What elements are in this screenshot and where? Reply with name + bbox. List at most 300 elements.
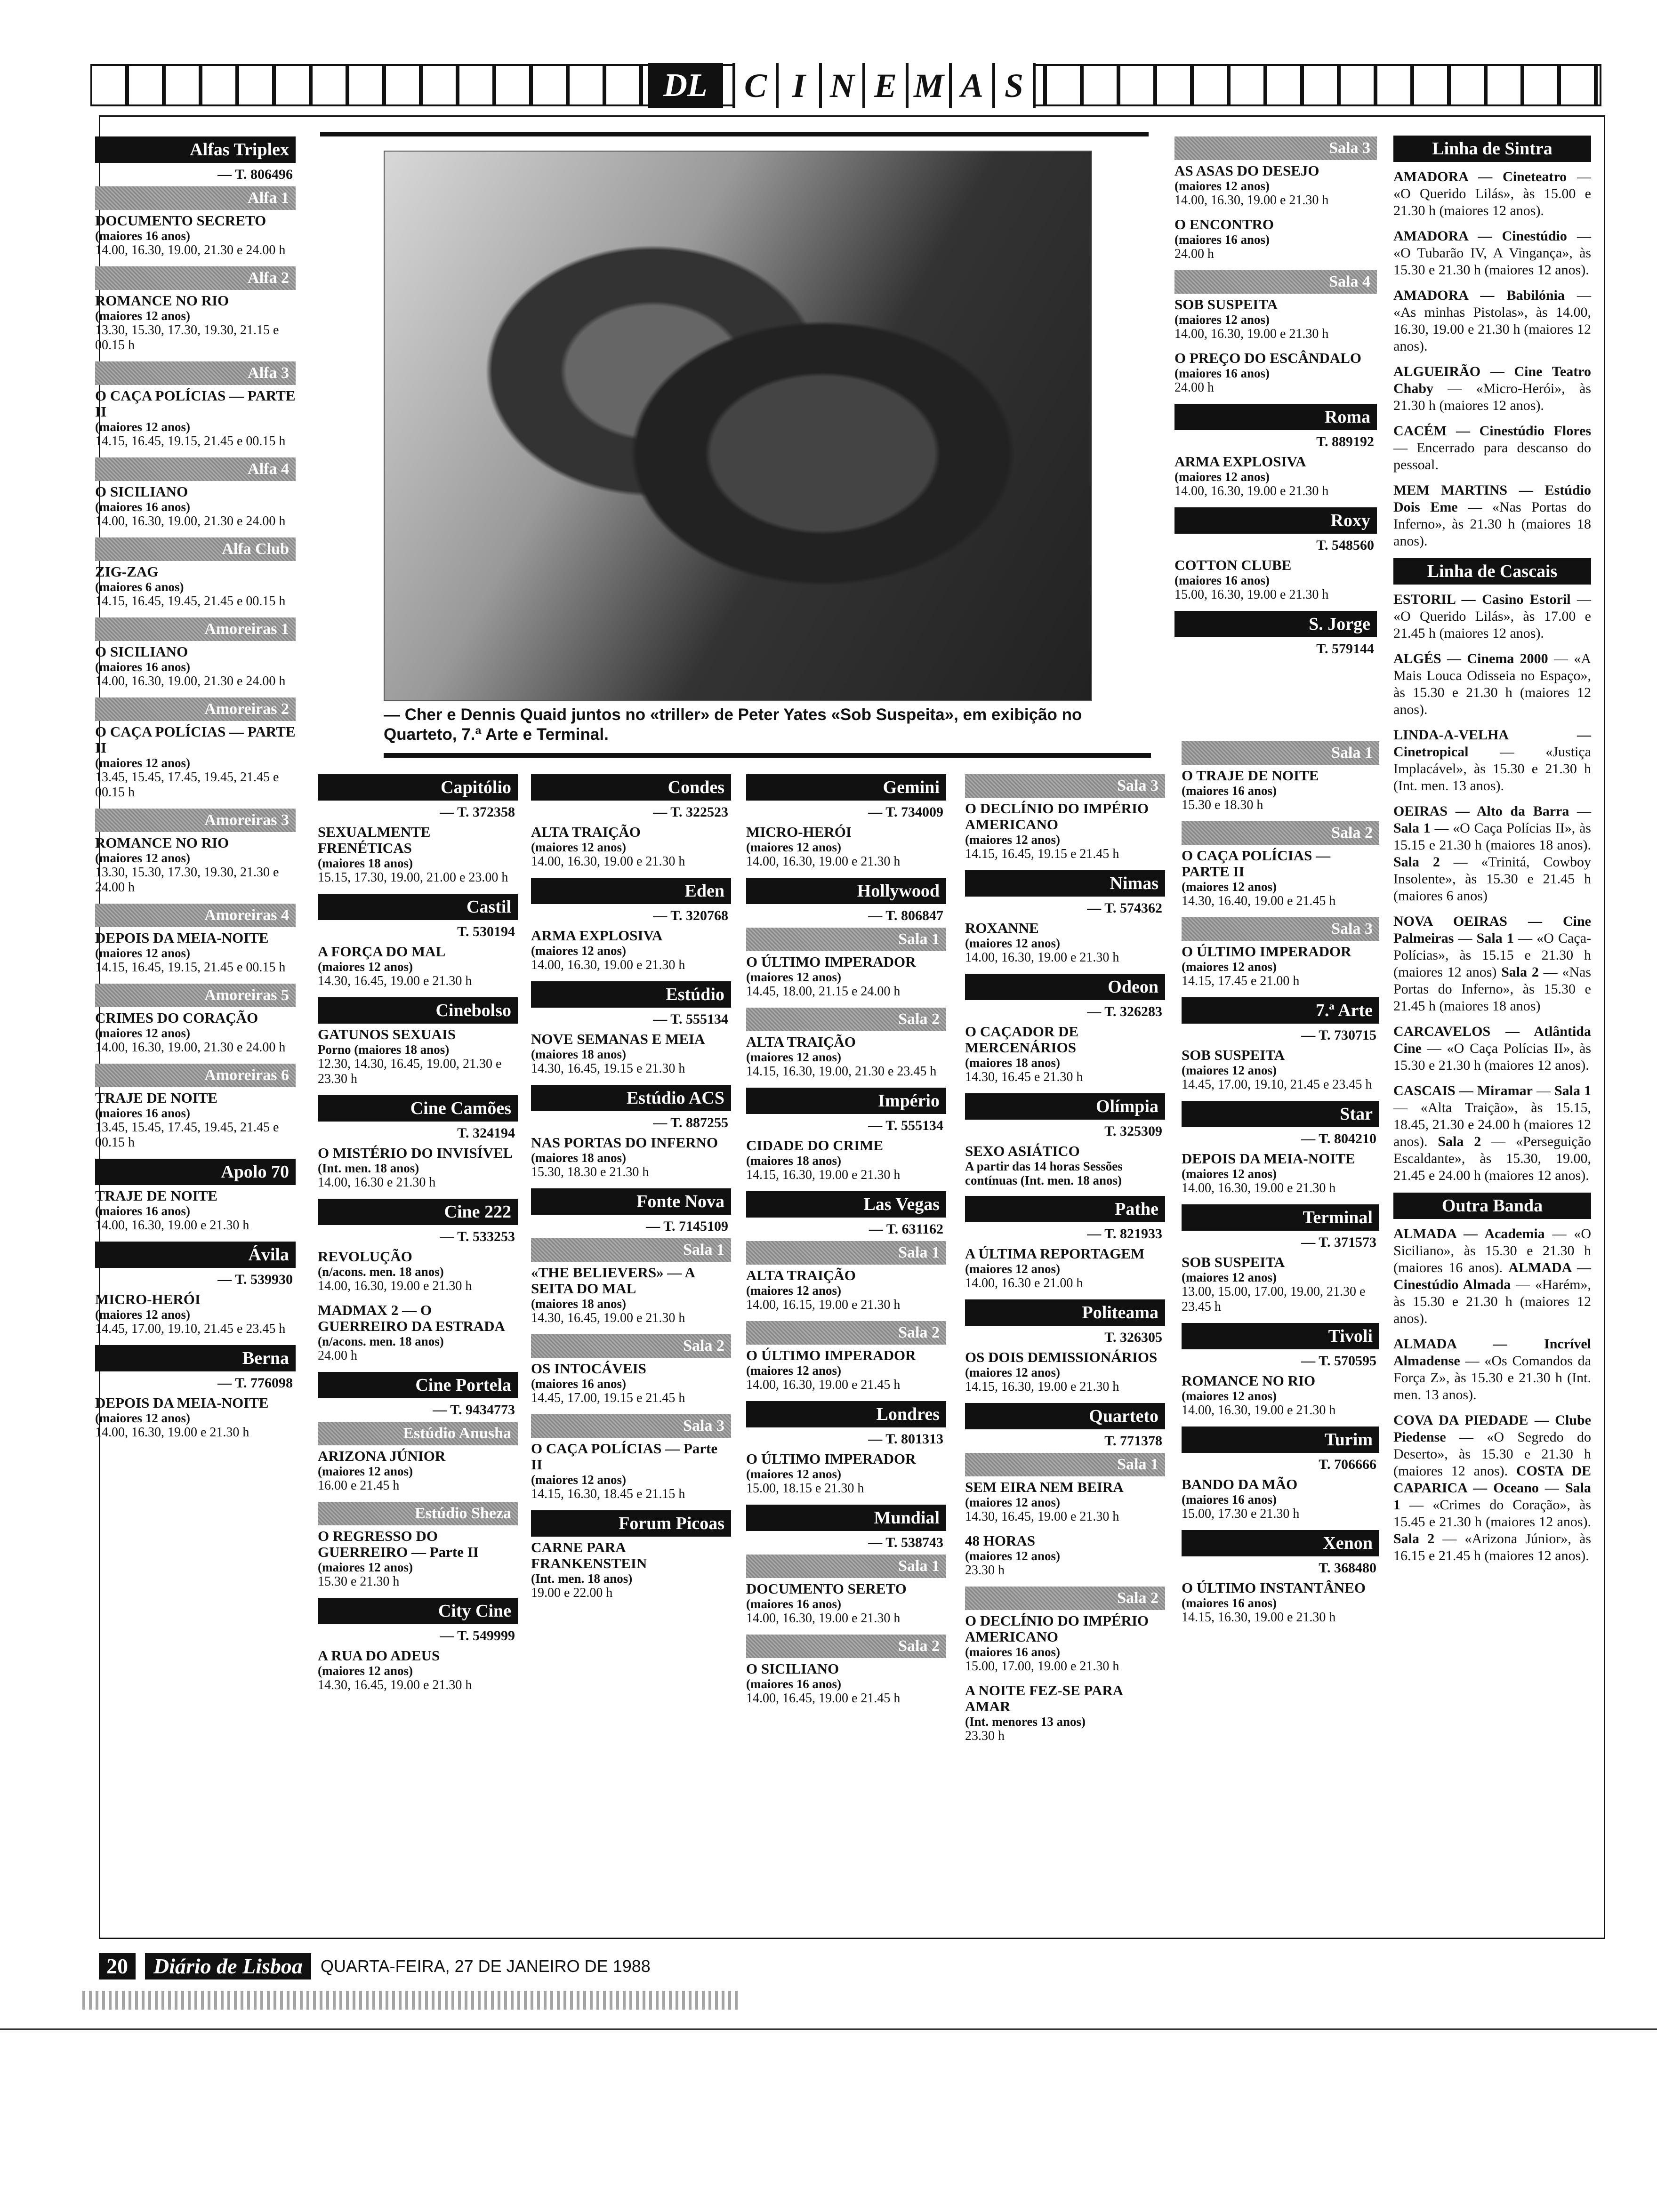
showtimes: 14.30, 16.45, 19.00 e 21.30 h — [318, 974, 472, 988]
suburb-listing: ALMADA — Incrível Almadense — «Os Comandos da Força Z», às 15.30 e 21.30 h (Int. men. 13 anos). — [1393, 1336, 1591, 1403]
film-title: O MISTÉRIO DO INVISÍVEL — [318, 1145, 513, 1161]
showtimes: 15.00, 16.30, 19.00 e 21.30 h — [1174, 587, 1329, 602]
showtimes: 14.00, 16.45, 19.00 e 21.45 h — [746, 1691, 901, 1706]
column-cinemas-c — [531, 774, 731, 1609]
film-title: O ÚLTIMO INSTANTÂNEO — [1182, 1579, 1366, 1596]
film-title: «THE BELIEVERS» — A SEITA DO MAL — [531, 1264, 695, 1297]
film-listing — [965, 801, 1165, 862]
showtimes: 14.00, 16.30, 19.00 e 21.45 h — [746, 1378, 901, 1392]
film-title: DEPOIS DA MEIA-NOITE — [95, 1395, 269, 1411]
film-rating: (maiores 12 anos) — [965, 936, 1060, 950]
showtimes: 16.00 e 21.45 h — [318, 1478, 400, 1493]
bottom-rule — [0, 2028, 1657, 2030]
film-rating: A partir das 14 horas Sessões contínuas (Int. men. 18 anos) — [965, 1159, 1123, 1187]
phone-number: T. 325309 — [1104, 1123, 1162, 1139]
film-listing — [965, 1024, 1165, 1085]
phone-number: — T. 801313 — [868, 1431, 943, 1447]
film-title: OS DOIS DEMISSIONÁRIOS — [965, 1349, 1158, 1365]
suburb-listing: AMADORA — Babilónia — «As minhas Pistolas», às 14.00, 16.30, 19.00 e 21.30 h (maiores 12 anos). — [1393, 288, 1591, 354]
film-title: DOCUMENTO SERETO — [746, 1580, 907, 1597]
film-title: BANDO DA MÃO — [1182, 1476, 1298, 1492]
showtimes: 14.30, 16.45, 19.00 e 21.30 h — [318, 1678, 472, 1692]
phone-number: — T. 631162 — [869, 1221, 943, 1237]
cinema-header: Outra Banda — [1393, 1193, 1591, 1219]
suburb-listing: AMADORA — Cinestúdio — «O Tubarão IV, A Vingança», às 15.30 e 21.30 h (maiores 12 anos). — [1393, 228, 1591, 278]
film-rating: (maiores 16 anos) — [1174, 366, 1270, 380]
suburb-listing: MEM MARTINS — Estúdio Dois Eme — «Nas Portas do Inferno», às 21.30 h (maiores 18 anos). — [1393, 482, 1592, 549]
film-rating: (maiores 12 anos) — [95, 1411, 190, 1425]
photo-caption: — Cher e Dennis Quaid juntos no «triller» de Peter Yates «Sob Suspeita», em exibição no Quarteto, 7.ª Arte e Terminal. — [384, 705, 1082, 744]
film-listing — [746, 1034, 946, 1079]
cinema-header: Gemini — [746, 774, 946, 801]
film-title: O DECLÍNIO DO IMPÉRIO AMERICANO — [965, 1612, 1149, 1645]
film-rating: (maiores 12 anos) — [1182, 880, 1277, 894]
screen-subheader: Sala 1 — [531, 1238, 731, 1262]
film-listing — [965, 920, 1165, 965]
screen-subheader: Sala 3 — [1182, 917, 1379, 941]
film-rating: (maiores 16 anos) — [1174, 232, 1270, 247]
film-listing — [531, 1539, 731, 1601]
cinema-header: Linha de Cascais — [1393, 558, 1591, 585]
phone-number: — T. 776098 — [217, 1375, 293, 1391]
section-title — [732, 63, 1036, 108]
film-rating: (maiores 18 anos) — [746, 1154, 841, 1168]
phone-number: — T. 372358 — [440, 804, 515, 820]
cinema-header: Tivoli — [1182, 1323, 1379, 1349]
film-listing — [95, 1291, 296, 1337]
film-rating: (maiores 12 anos) — [1182, 1389, 1277, 1403]
film-title: ROXANNE — [965, 920, 1039, 936]
suburb-listing: AMADORA — Cineteatro — «O Querido Lilás», às 15.00 e 21.30 h (maiores 12 anos). — [1393, 169, 1592, 218]
film-rating: (maiores 12 anos) — [1174, 179, 1270, 193]
phone-number: — T. 326283 — [1087, 1004, 1162, 1019]
phone-number: — T. 734009 — [868, 804, 943, 820]
showtimes: 14.00, 16.30, 19.00 e 21.30 h — [746, 1611, 901, 1626]
screen-subheader: Estúdio Sheza — [318, 1502, 518, 1525]
column-cinemas-a — [95, 136, 296, 1449]
film-rating: (maiores 12 anos) — [1182, 960, 1277, 974]
film-rating: (maiores 16 anos) — [746, 1597, 841, 1611]
screen-subheader: Sala 3 — [531, 1414, 731, 1438]
title-letter: N — [819, 63, 862, 108]
phone-number: — T. 539930 — [217, 1272, 293, 1287]
film-listing — [531, 1361, 731, 1406]
film-still-photo — [384, 151, 1092, 701]
suburb-listing: CARCAVELOS — Atlântida Cine — «O Caça Polícias II», às 15.30 e 21.30 h (maiores 12 anos). — [1393, 1024, 1591, 1073]
masthead — [90, 64, 1601, 106]
showtimes: 14.00, 16.30, 19.00 e 21.30 h — [1182, 1403, 1336, 1418]
showtimes: 13.45, 15.45, 17.45, 19.45, 21.45 e 00.15 h — [95, 1120, 279, 1150]
film-listing — [95, 1188, 296, 1233]
film-listing — [1182, 768, 1379, 813]
film-rating: (Int. men. 18 anos) — [318, 1161, 419, 1175]
film-title: O REGRESSO DO GUERREIRO — Parte II — [318, 1528, 479, 1560]
film-title: O SICILIANO — [95, 643, 188, 660]
film-title: DOCUMENTO SECRETO — [95, 212, 266, 229]
title-letter: S — [992, 63, 1036, 108]
showtimes: 13.00, 15.00, 17.00, 19.00, 21.30 e 23.45 h — [1182, 1284, 1366, 1314]
film-listing — [965, 1349, 1165, 1395]
phone-number: — T. 7145109 — [646, 1218, 728, 1234]
showtimes: 24.00 h — [1174, 247, 1214, 261]
cinema-header: S. Jorge — [1174, 611, 1377, 637]
cinema-header: City Cine — [318, 1598, 518, 1624]
phone-number: T. 368480 — [1319, 1560, 1376, 1576]
suburb-listing: CASCAIS — Miramar — Sala 1 — «Alta Traição», às 15.15, 18.45, 21.30 e 24.00 h (maiores 12 anos). Sala 2 — «Perseguição Escaldante», às 15.30, 19.00, 21.45 e 24.00 h (maiores 12 anos). — [1393, 1083, 1592, 1183]
film-listing — [95, 1395, 296, 1440]
showtimes: 14.15, 16.30, 19.00, 21.30 e 23.45 h — [746, 1064, 937, 1079]
film-rating: (maiores 12 anos) — [746, 1363, 841, 1378]
showtimes: 19.00 e 22.00 h — [531, 1586, 613, 1600]
film-title: ROMANCE NO RIO — [95, 292, 229, 309]
title-letter: C — [732, 63, 776, 108]
showtimes: 14.00, 16.30, 19.00, 21.30 e 24.00 h — [95, 674, 286, 689]
cinema-header: Castil — [318, 894, 518, 920]
issue-date: QUARTA-FEIRA, 27 DE JANEIRO DE 1988 — [320, 1956, 651, 1976]
film-title: O CAÇA POLÍCIAS — PARTE II — [1182, 847, 1331, 880]
film-listing — [318, 1145, 518, 1190]
film-title: O ÚLTIMO IMPERADOR — [746, 1451, 916, 1467]
film-listing — [746, 1267, 946, 1313]
film-rating: (maiores 12 anos) — [95, 1026, 190, 1040]
newspaper-name: Diário de Lisboa — [145, 1953, 311, 1980]
film-listing — [965, 1533, 1165, 1578]
screen-subheader: Amoreiras 4 — [95, 904, 296, 927]
showtimes: 14.30, 16.45, 19.15 e 21.30 h — [531, 1061, 685, 1076]
screen-subheader: Sala 2 — [1182, 821, 1379, 845]
showtimes: 15.30 e 21.30 h — [318, 1574, 400, 1589]
cinema-header: Roxy — [1174, 507, 1377, 534]
film-title: SEM EIRA NEM BEIRA — [965, 1479, 1124, 1495]
phone-number: — T. 730715 — [1301, 1027, 1376, 1043]
film-title: O PREÇO DO ESCÂNDALO — [1174, 350, 1362, 366]
showtimes: 14.00, 16.30, 19.00 e 21.30 h — [746, 854, 901, 869]
film-listing — [1182, 848, 1379, 909]
film-rating: (maiores 18 anos) — [531, 1047, 626, 1061]
suburb-listing: COVA DA PIEDADE — Clube Piedense — «O Segredo do Deserto», às 15.30 e 21.30 h (maiores 12 anos). COSTA DE CAPARICA — Oceano — Sala 1 — «Crimes do Coração», às 15.45 e 21.30 h (maiores 12 anos). Sala 2 — «Arizona Júnior», às 16.15 e 21.45 h (maiores 12 anos). — [1393, 1412, 1592, 1563]
showtimes: 14.00, 16.30, 19.00 e 21.30 h — [95, 1218, 249, 1233]
column-cinemas-f — [1182, 741, 1379, 1634]
phone-number: — T. 322523 — [653, 804, 728, 820]
film-listing — [95, 835, 296, 895]
film-rating: (maiores 12 anos) — [1174, 313, 1270, 327]
column-suburbs — [1393, 131, 1591, 1573]
film-rating: (maiores 12 anos) — [318, 1464, 413, 1478]
film-rating: (maiores 16 anos) — [531, 1377, 626, 1391]
screen-subheader: Amoreiras 1 — [95, 617, 296, 641]
showtimes: 14.00, 16.30, 19.00 e 21.30 h — [1174, 327, 1329, 341]
showtimes: 15.00, 17.00, 19.00 e 21.30 h — [965, 1659, 1119, 1674]
film-rating: (maiores 12 anos) — [746, 840, 841, 854]
film-title: O TRAJE DE NOITE — [1182, 767, 1319, 784]
film-listing — [746, 1581, 946, 1626]
film-listing — [95, 724, 296, 800]
film-listing — [1182, 1047, 1379, 1092]
showtimes: 14.45, 18.00, 21.15 e 24.00 h — [746, 984, 901, 999]
suburb-listing: OEIRAS — Alto da Barra — Sala 1 — «O Caça Polícias II», às 15.15 e 21.30 h (maiores 18 anos). Sala 2 — «Trinitá, Cowboy Insolente», às 15.30 e 21.45 h (maiores 6 anos) — [1393, 803, 1592, 904]
film-rating: (Int. men. 18 anos) — [531, 1571, 633, 1586]
showtimes: 24.00 h — [1174, 380, 1214, 395]
title-letter: I — [776, 63, 819, 108]
screen-subheader: Alfa 2 — [95, 266, 296, 290]
film-title: CIDADE DO CRIME — [746, 1137, 884, 1154]
film-title: CARNE PARA FRANKENSTEIN — [531, 1539, 647, 1571]
showtimes: 14.00, 16.30, 19.00 e 21.30 h — [531, 958, 685, 972]
cinema-header: Olímpia — [965, 1093, 1165, 1120]
showtimes: 14.45, 17.00, 19.10, 21.45 e 23.45 h — [95, 1322, 286, 1336]
film-listing — [1174, 216, 1377, 262]
film-listing — [95, 388, 296, 449]
cinema-header: Ávila — [95, 1242, 296, 1268]
film-listing — [1182, 1476, 1379, 1522]
film-title: O CAÇA POLÍCIAS — PARTE II — [95, 723, 296, 756]
film-rating: (maiores 12 anos) — [318, 1560, 413, 1574]
showtimes: 14.00, 16.30, 19.00 e 21.30 h — [965, 950, 1119, 965]
film-listing — [1174, 163, 1377, 208]
film-listing — [746, 1661, 946, 1706]
film-title: O ÚLTIMO IMPERADOR — [746, 954, 916, 970]
screen-subheader: Estúdio Anusha — [318, 1422, 518, 1445]
film-rating: Porno (maiores 18 anos) — [318, 1042, 450, 1057]
film-listing — [318, 1528, 518, 1589]
cinema-header: Império — [746, 1088, 946, 1114]
phone-number: — T. 555134 — [653, 1011, 728, 1027]
showtimes: 15.00, 17.30 e 21.30 h — [1182, 1507, 1300, 1521]
screen-subheader: Sala 2 — [965, 1587, 1165, 1610]
showtimes: 14.00, 16.30, 19.00, 21.30 e 24.00 h — [95, 1040, 286, 1055]
screen-subheader: Amoreiras 2 — [95, 697, 296, 721]
phone-number: T. 324194 — [457, 1125, 515, 1141]
cinema-header: Politeama — [965, 1299, 1165, 1326]
screen-subheader: Sala 2 — [746, 1008, 946, 1031]
film-rating: (maiores 18 anos) — [318, 856, 413, 870]
film-title: ALTA TRAIÇÃO — [531, 824, 641, 840]
cinema-header: Alfas Triplex — [95, 136, 296, 163]
showtimes: 12.30, 14.30, 16.45, 19.00, 21.30 e 23.30 h — [318, 1057, 502, 1086]
film-listing — [531, 928, 731, 973]
film-title: ROMANCE NO RIO — [95, 834, 229, 851]
screen-subheader: Alfa Club — [95, 537, 296, 561]
film-rating: (maiores 12 anos) — [318, 960, 413, 974]
film-rating: (maiores 12 anos) — [95, 756, 190, 770]
film-rating: (maiores 12 anos) — [531, 944, 626, 958]
title-letter: A — [949, 63, 992, 108]
cinema-header: Estúdio ACS — [531, 1085, 731, 1111]
film-title: O ENCONTRO — [1174, 216, 1274, 232]
film-title: SOB SUSPEITA — [1182, 1254, 1285, 1270]
showtimes: 13.45, 15.45, 17.45, 19.45, 21.45 e 00.15 h — [95, 770, 279, 800]
cinema-header: Quarteto — [965, 1403, 1165, 1429]
film-listing — [95, 213, 296, 258]
film-rating: (Int. menores 13 anos) — [965, 1715, 1086, 1729]
film-listing — [965, 1479, 1165, 1524]
film-rating: (maiores 16 anos) — [95, 229, 190, 243]
newspaper-logo: DL — [648, 63, 723, 108]
cinema-header: Estúdio — [531, 981, 731, 1008]
cinema-header: Hollywood — [746, 878, 946, 904]
screen-subheader: Sala 2 — [746, 1321, 946, 1345]
film-title: 48 HORAS — [965, 1532, 1035, 1549]
caption-rule — [384, 753, 1151, 758]
showtimes: 14.00, 16.30 e 21.30 h — [318, 1175, 436, 1190]
film-rating: (maiores 18 anos) — [965, 1056, 1060, 1070]
cinema-header: Condes — [531, 774, 731, 801]
film-rating: (maiores 16 anos) — [95, 1204, 190, 1218]
film-rating: (maiores 12 anos) — [1182, 1063, 1277, 1077]
phone-number: — T. 574362 — [1087, 900, 1162, 916]
film-listing — [531, 1441, 731, 1502]
film-title: ARMA EXPLOSIVA — [1174, 453, 1306, 470]
film-title: REVOLUÇÃO — [318, 1248, 412, 1265]
cinema-header: Xenon — [1182, 1530, 1379, 1556]
film-listing — [746, 1347, 946, 1393]
film-title: A RUA DO ADEUS — [318, 1647, 440, 1664]
cinema-header: Forum Picoas — [531, 1510, 731, 1537]
film-listing — [1174, 557, 1377, 602]
film-rating: (maiores 12 anos) — [965, 1549, 1060, 1563]
column-cinemas-e — [965, 774, 1165, 1752]
film-listing — [1182, 1580, 1379, 1625]
film-listing — [746, 824, 946, 869]
screen-subheader: Amoreiras 5 — [95, 984, 296, 1007]
film-listing — [95, 644, 296, 689]
film-listing — [95, 930, 296, 975]
film-listing — [318, 1302, 518, 1363]
cinema-header: Mundial — [746, 1505, 946, 1531]
film-listing — [746, 954, 946, 999]
showtimes: 14.00, 16.30, 19.00 e 21.30 h — [1182, 1181, 1336, 1195]
film-rating: (maiores 12 anos) — [531, 1473, 626, 1487]
screen-subheader: Sala 3 — [1174, 136, 1377, 160]
phone-number: — T. 538743 — [868, 1535, 943, 1550]
showtimes: 14.15, 16.30, 19.00 e 21.30 h — [746, 1168, 901, 1182]
screen-subheader: Amoreiras 6 — [95, 1064, 296, 1087]
film-rating: (maiores 12 anos) — [318, 1664, 413, 1678]
film-listing — [95, 564, 296, 609]
cinema-header: Odeon — [965, 974, 1165, 1000]
phone-number: T. 706666 — [1319, 1457, 1376, 1472]
suburb-listing: NOVA OEIRAS — Cine Palmeiras — Sala 1 — «O Caça-Polícias», às 15.15 e 21.30 h (maiores 12 anos) Sala 2 — «Nas Portas do Inferno», às 15.30 e 21.45 h (maiores 18 anos) — [1393, 914, 1591, 1014]
showtimes: 14.30, 16.45 e 21.30 h — [965, 1070, 1083, 1084]
phone-number: — T. 887255 — [653, 1115, 728, 1130]
showtimes: 14.15, 16.30, 19.00 e 21.30 h — [965, 1379, 1119, 1394]
showtimes: 14.30, 16.45, 19.00 e 21.30 h — [965, 1509, 1119, 1524]
film-title: NAS PORTAS DO INFERNO — [531, 1134, 718, 1151]
showtimes: 14.00, 16.30, 19.00 e 21.30 h — [531, 854, 685, 869]
film-listing — [1174, 454, 1377, 499]
print-smear — [82, 1991, 741, 2010]
film-title: OS INTOCÁVEIS — [531, 1360, 646, 1377]
film-title: AS ASAS DO DESEJO — [1174, 162, 1319, 179]
phone-number: — T. 821933 — [1087, 1226, 1162, 1242]
film-title: SEXUALMENTE FRENÉTICAS — [318, 824, 431, 856]
film-rating: (n/acons. men. 18 anos) — [318, 1334, 444, 1348]
phone-number: — T. 804210 — [1301, 1131, 1376, 1146]
screen-subheader: Sala 1 — [746, 1555, 946, 1578]
film-listing — [531, 1265, 731, 1326]
film-listing — [1182, 1373, 1379, 1418]
film-rating: (maiores 16 anos) — [95, 660, 190, 674]
film-rating: (maiores 12 anos) — [95, 946, 190, 960]
phone-number: — T. 371573 — [1301, 1234, 1376, 1250]
screen-subheader: Sala 3 — [965, 774, 1165, 798]
film-listing — [318, 944, 518, 989]
film-listing — [965, 1613, 1165, 1674]
film-listing — [1174, 297, 1377, 342]
phone-number: — T. 806496 — [217, 167, 293, 182]
film-rating: (maiores 16 anos) — [95, 1106, 190, 1120]
showtimes: 23.30 h — [965, 1563, 1005, 1578]
showtimes: 14.00, 16.30, 19.00 e 21.30 h — [1174, 484, 1329, 498]
film-title: O CAÇA POLÍCIAS — Parte II — [531, 1440, 718, 1473]
cinema-header: Cine Portela — [318, 1372, 518, 1398]
screen-subheader: Amoreiras 3 — [95, 809, 296, 832]
showtimes: 15.30 e 18.30 h — [1182, 798, 1263, 812]
film-title: SEXO ASIÁTICO — [965, 1143, 1080, 1159]
screen-subheader: Sala 4 — [1174, 270, 1377, 294]
film-title: O ÚLTIMO IMPERADOR — [746, 1347, 916, 1363]
film-listing — [531, 1031, 731, 1076]
film-title: COTTON CLUBE — [1174, 557, 1292, 573]
showtimes: 15.30, 18.30 e 21.30 h — [531, 1165, 649, 1179]
film-listing — [318, 1249, 518, 1294]
cinema-header: Apolo 70 — [95, 1159, 296, 1185]
screen-subheader: Sala 1 — [1182, 741, 1379, 765]
film-listing — [95, 1010, 296, 1055]
phone-number: — T. 806847 — [868, 908, 943, 923]
film-title: ROMANCE NO RIO — [1182, 1372, 1316, 1389]
film-title: SOB SUSPEITA — [1174, 296, 1278, 313]
film-rating: (maiores 16 anos) — [1182, 1492, 1277, 1507]
film-title: O ÚLTIMO IMPERADOR — [1182, 943, 1351, 960]
showtimes: 14.45, 17.00, 19.10, 21.45 e 23.45 h — [1182, 1077, 1372, 1092]
film-rating: (maiores 12 anos) — [95, 420, 190, 434]
showtimes: 14.00, 16.30, 19.00, 21.30 e 24.00 h — [95, 243, 286, 257]
film-listing — [1174, 350, 1377, 395]
showtimes: 14.15, 16.45, 19.15, 21.45 e 00.15 h — [95, 434, 286, 449]
film-listing — [318, 1448, 518, 1493]
suburb-listing: ALMADA — Academia — «O Siciliano», às 15.30 e 21.30 h (maiores 16 anos). ALMADA — Cinestúdio Almada — «Harém», às 15.30 e 21.30 h (maiores 12 anos). — [1393, 1226, 1591, 1326]
film-rating: (maiores 12 anos) — [1174, 470, 1270, 484]
film-rating: (maiores 12 anos) — [1182, 1167, 1277, 1181]
film-listing — [531, 1135, 731, 1180]
film-rating: (maiores 12 anos) — [746, 1050, 841, 1064]
screen-subheader: Sala 1 — [965, 1453, 1165, 1476]
screen-subheader: Alfa 4 — [95, 457, 296, 481]
cinema-header: Berna — [95, 1345, 296, 1371]
phone-number: — T. 9434773 — [433, 1402, 515, 1418]
showtimes: 14.00, 16.30, 19.00, 21.30 e 24.00 h — [95, 514, 286, 529]
film-listing — [1182, 1151, 1379, 1196]
phone-number: T. 530194 — [457, 924, 515, 939]
film-title: O CAÇA POLÍCIAS — PARTE II — [95, 387, 296, 420]
suburb-listing: ESTORIL — Casino Estoril — «O Querido Lilás», às 17.00 e 21.45 h (maiores 12 anos). — [1393, 592, 1591, 641]
film-rating: (maiores 12 anos) — [95, 851, 190, 865]
title-letter: M — [906, 63, 949, 108]
film-rating: (maiores 12 anos) — [1182, 1270, 1277, 1284]
cinema-header: Pathe — [965, 1196, 1165, 1222]
phone-number: T. 326305 — [1104, 1330, 1162, 1345]
film-title: NOVE SEMANAS E MEIA — [531, 1031, 705, 1047]
screen-subheader: Sala 2 — [746, 1635, 946, 1658]
phone-number: — T. 549999 — [440, 1628, 515, 1643]
film-rating: (maiores 6 anos) — [95, 580, 184, 594]
cinema-header: Cine Camões — [318, 1095, 518, 1122]
phone-number: — T. 570595 — [1301, 1353, 1376, 1369]
page-number: 20 — [99, 1953, 136, 1980]
film-listing — [965, 1683, 1165, 1744]
film-rating: (maiores 16 anos) — [1174, 573, 1270, 587]
